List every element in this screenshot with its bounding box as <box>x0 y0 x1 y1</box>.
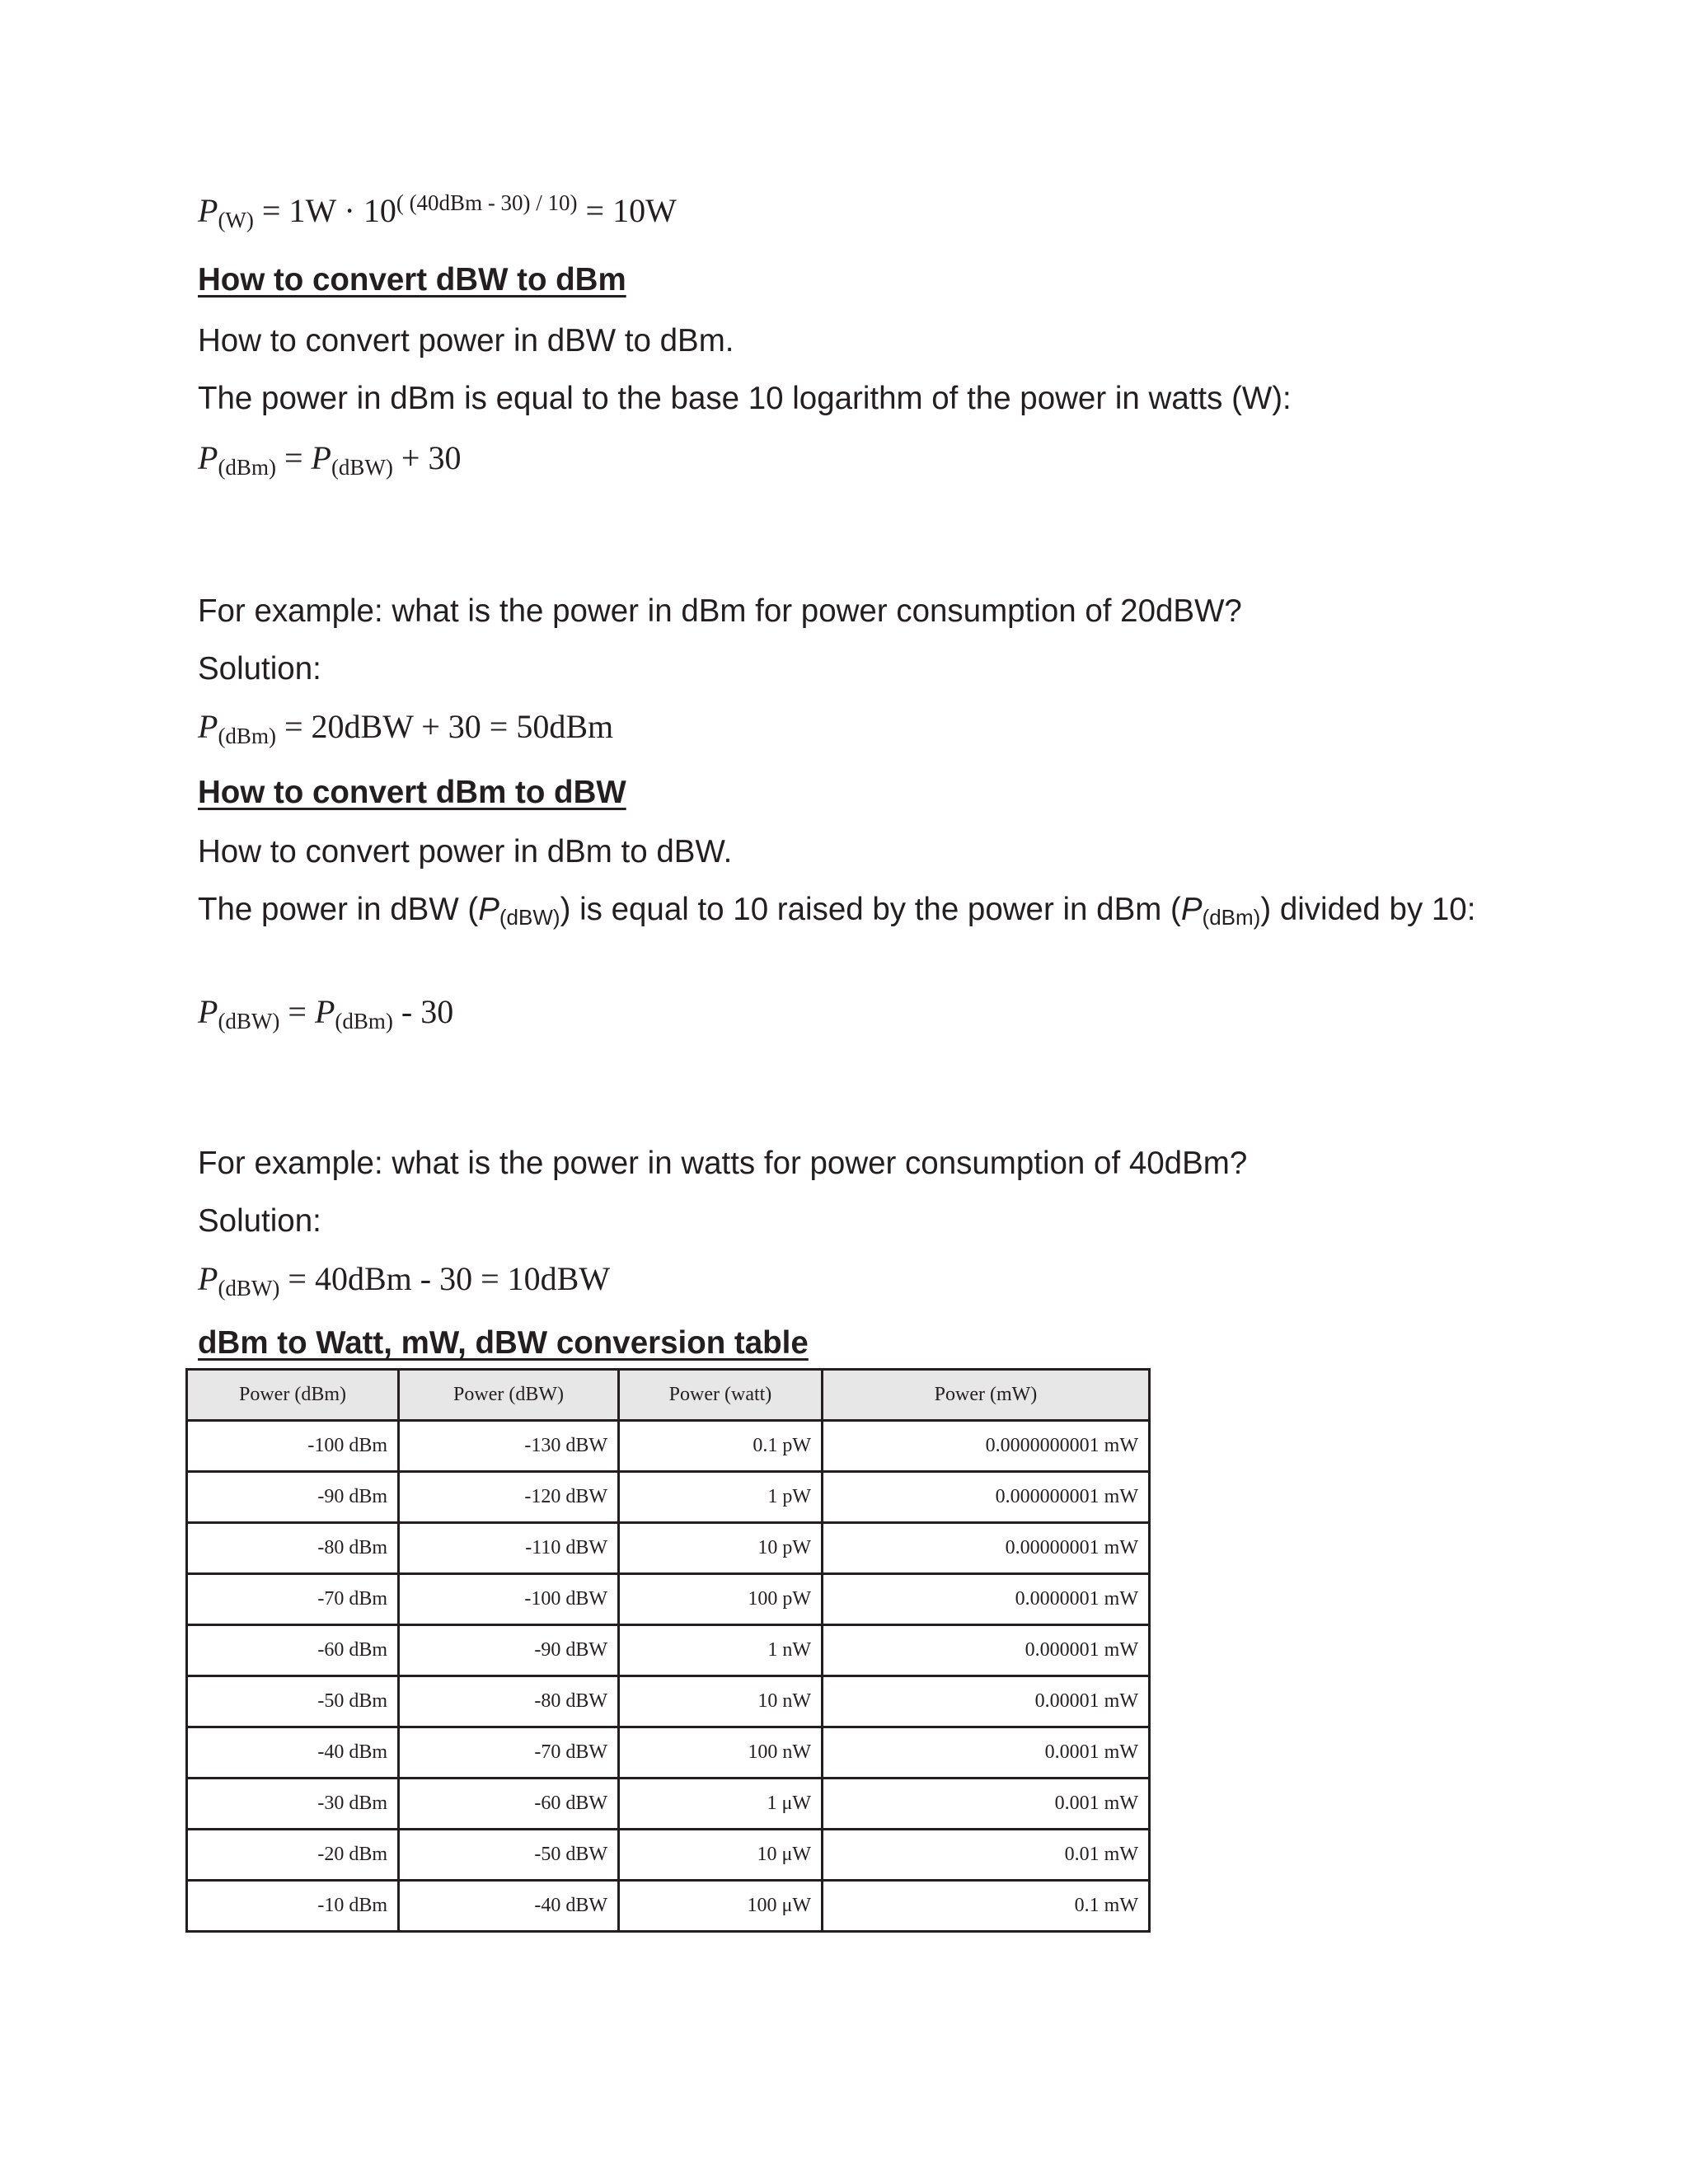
cell-watt: 100 μW <box>619 1881 823 1932</box>
text-part: ) divided by 10: <box>1260 892 1476 927</box>
column-header-dbm: Power (dBm) <box>187 1370 399 1421</box>
text-subscript: (dBm) <box>1202 905 1261 930</box>
cell-mw: 0.01 mW <box>823 1830 1150 1881</box>
formula-rest: = 40dBm - 30 = 10dBW <box>279 1260 611 1297</box>
heading-dbm-to-dbw: How to convert dBm to dBW <box>198 775 626 810</box>
formula-rest: + 30 <box>392 439 462 476</box>
cell-dbm: -10 dBm <box>187 1881 399 1932</box>
formula-subscript: (dBW) <box>331 455 393 480</box>
formula-equals: = <box>275 439 312 476</box>
cell-mw: 0.0000000001 mW <box>823 1421 1150 1472</box>
cell-watt: 100 nW <box>619 1727 823 1779</box>
cell-dbm: -20 dBm <box>187 1830 399 1881</box>
formula-subscript: (dBm) <box>335 1009 393 1033</box>
formula-p: P <box>198 708 218 745</box>
section1-formula <box>198 438 462 480</box>
cell-watt: 10 nW <box>619 1676 823 1727</box>
section1-description: The power in dBm is equal to the base 10 logarithm of the power in watts (W): <box>198 381 1292 416</box>
cell-dbm: -100 dBm <box>187 1421 399 1472</box>
cell-watt: 1 pW <box>619 1472 823 1523</box>
cell-dbm: -50 dBm <box>187 1676 399 1727</box>
cell-mw: 0.0001 mW <box>823 1727 1150 1779</box>
table-row <box>187 1830 1150 1881</box>
formula-rest: - 30 <box>392 993 454 1030</box>
cell-dbw: -130 dBW <box>399 1421 619 1472</box>
formula-exponent: ( (40dBm - 30) / 10) <box>396 190 578 215</box>
table-row <box>187 1727 1150 1779</box>
cell-dbw: -40 dBW <box>399 1881 619 1932</box>
top-formula <box>198 191 677 230</box>
cell-dbw: -110 dBW <box>399 1523 619 1574</box>
text-part: The power in dBW ( <box>198 892 479 927</box>
section1-solution-formula <box>198 707 613 746</box>
cell-dbm: -30 dBm <box>187 1779 399 1830</box>
cell-mw: 0.001 mW <box>823 1779 1150 1830</box>
column-header-mw: Power (mW) <box>823 1370 1150 1421</box>
cell-mw: 0.00001 mW <box>823 1676 1150 1727</box>
text-part: ) is equal to 10 raised by the power in dBm ( <box>560 892 1181 927</box>
section1-solution-label: Solution: <box>198 651 321 687</box>
formula-p: P <box>314 993 335 1030</box>
formula-subscript: (dBm) <box>218 455 276 480</box>
section2-formula <box>198 992 453 1031</box>
cell-dbw: -120 dBW <box>399 1472 619 1523</box>
formula-subscript: (dBW) <box>218 1276 280 1301</box>
cell-watt: 0.1 pW <box>619 1421 823 1472</box>
cell-watt: 10 μW <box>619 1830 823 1881</box>
formula-p: P <box>311 439 331 476</box>
cell-mw: 0.1 mW <box>823 1881 1150 1932</box>
formula-p: P <box>198 1260 218 1297</box>
cell-dbm: -70 dBm <box>187 1574 399 1625</box>
cell-dbw: -80 dBW <box>399 1676 619 1727</box>
conversion-table <box>185 1368 1151 1933</box>
text-subscript: (dBW) <box>499 905 560 930</box>
section2-solution-formula <box>198 1259 611 1301</box>
section2-intro: How to convert power in dBm to dBW. <box>198 834 733 869</box>
formula-p: P <box>198 439 218 476</box>
table-header-row <box>187 1370 1150 1421</box>
section1-intro: How to convert power in dBW to dBm. <box>198 323 734 359</box>
cell-dbw: -90 dBW <box>399 1625 619 1676</box>
cell-dbw: -50 dBW <box>399 1830 619 1881</box>
formula-subscript: (W) <box>218 208 254 232</box>
formula-result: = 10W <box>577 192 677 229</box>
cell-watt: 1 μW <box>619 1779 823 1830</box>
table-row <box>187 1523 1150 1574</box>
section2-solution-label: Solution: <box>198 1203 321 1239</box>
cell-dbw: -100 dBW <box>399 1574 619 1625</box>
table-row <box>187 1574 1150 1625</box>
cell-mw: 0.000001 mW <box>823 1625 1150 1676</box>
formula-equals: = <box>279 993 315 1030</box>
text-p: P <box>1180 892 1203 927</box>
cell-dbm: -90 dBm <box>187 1472 399 1523</box>
cell-mw: 0.00000001 mW <box>823 1523 1150 1574</box>
formula-p: P <box>198 993 218 1030</box>
cell-watt: 100 pW <box>619 1574 823 1625</box>
table-row <box>187 1676 1150 1727</box>
cell-watt: 1 nW <box>619 1625 823 1676</box>
table-row <box>187 1625 1150 1676</box>
heading-conversion-table: dBm to Watt, mW, dBW conversion table <box>198 1325 809 1361</box>
formula-middle: = 1W · 10 <box>253 192 396 229</box>
table-row <box>187 1472 1150 1523</box>
section2-example: For example: what is the power in watts for power consumption of 40dBm? <box>198 1146 1248 1181</box>
heading-dbw-to-dbm: How to convert dBW to dBm <box>198 262 626 298</box>
formula-p: P <box>198 192 218 229</box>
table-row <box>187 1881 1150 1932</box>
column-header-watt: Power (watt) <box>619 1370 823 1421</box>
cell-mw: 0.000000001 mW <box>823 1472 1150 1523</box>
cell-mw: 0.0000001 mW <box>823 1574 1150 1625</box>
cell-dbm: -40 dBm <box>187 1727 399 1779</box>
cell-dbm: -60 dBm <box>187 1625 399 1676</box>
text-p: P <box>478 892 499 927</box>
table-row <box>187 1421 1150 1472</box>
cell-dbw: -60 dBW <box>399 1779 619 1830</box>
table-row <box>187 1779 1150 1830</box>
formula-rest: = 20dBW + 30 = 50dBm <box>275 708 614 745</box>
cell-watt: 10 pW <box>619 1523 823 1574</box>
formula-subscript: (dBm) <box>218 724 276 748</box>
cell-dbm: -80 dBm <box>187 1523 399 1574</box>
section2-description <box>198 892 1484 930</box>
formula-subscript: (dBW) <box>218 1009 280 1033</box>
cell-dbw: -70 dBW <box>399 1727 619 1779</box>
section1-example: For example: what is the power in dBm for power consumption of 20dBW? <box>198 593 1242 629</box>
column-header-dbw: Power (dBW) <box>399 1370 619 1421</box>
